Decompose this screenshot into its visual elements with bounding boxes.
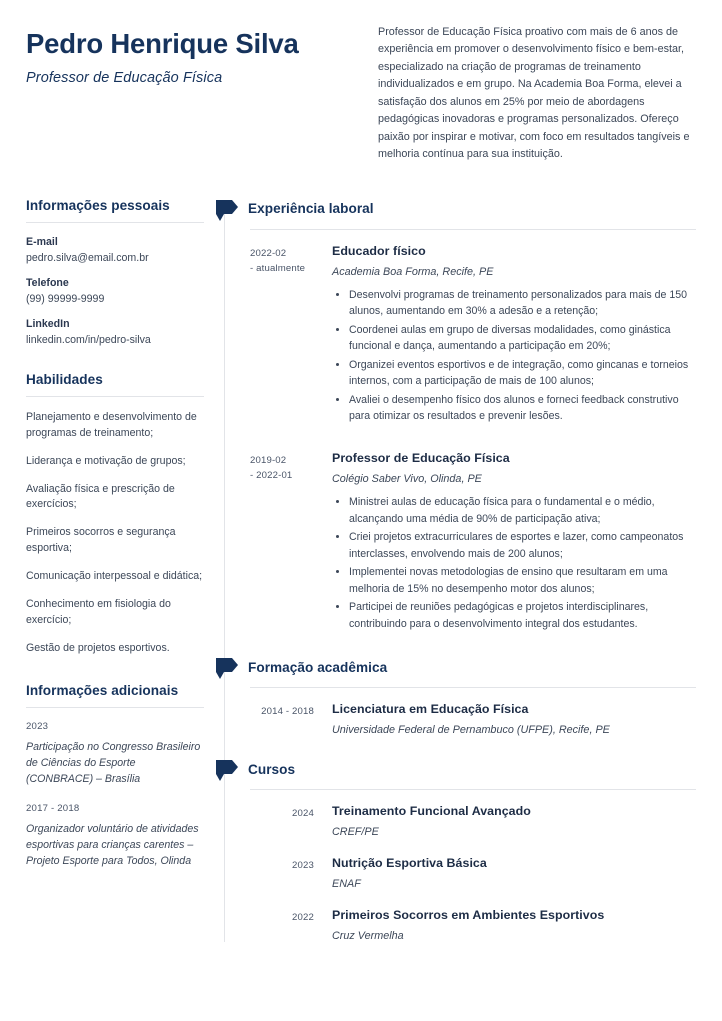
list-item: • Desenvolvi programas de treinamento personalizados para mais de 150 alunos, aumentando em 30% a adesão e a retenção; [349, 287, 696, 320]
entry-bullet-list [332, 494, 696, 632]
entry-body [326, 702, 696, 736]
list-item [26, 803, 204, 869]
entry-date-range [250, 856, 326, 890]
sidebar-section-skills [26, 372, 204, 657]
entry-date-range [250, 908, 326, 942]
entry-date-range [250, 702, 326, 736]
divider [250, 687, 696, 688]
list-item: • Organizei eventos esportivos e de integração, como gincanas e torneios internos, com a participação de mais de 100 alunos; [349, 357, 696, 390]
list-item: • Coordenei aulas em grupo de diversas modalidades, como ginástica funcional e dança, aumentando a participação em 20%; [349, 322, 696, 355]
contact-field-email [26, 236, 204, 264]
date-end: - atualmente [250, 262, 306, 274]
contact-value-email[interactable]: pedro.silva@email.com.br [26, 251, 149, 264]
date-range: 2014 - 2018 [261, 706, 314, 718]
spacer [224, 736, 696, 758]
header-summary [356, 22, 696, 164]
sidebar-heading-personal-info: Informações pessoais [26, 197, 170, 213]
sidebar [26, 198, 224, 942]
job-title: Professor de Educação Física [26, 69, 223, 86]
contact-label: E-mail [26, 235, 58, 248]
section-header-courses [214, 758, 696, 780]
professional-summary: Professor de Educação Física proativo com mais de 6 anos de experiência em promover o desenvolvimento físico e bem-estar, especializado na criação de programas de treinamento individualizados e em grupo. Na Academia Boa Forma, elevei a satisfação dos alunos em 25% por meio de abordagens pedagógicas inovadoras e programas personalizados. Ofereço paixão por inspirar e motivar, com foco em resultados tangíveis e melhoria contínua para sua instituição. [378, 26, 690, 161]
section-title: Cursos [248, 761, 296, 777]
course-entry [224, 856, 696, 890]
list-item: • Criei projetos extracurriculares de esportes e lazer, como campeonatos interclasses, envolvendo mais de 200 alunos; [349, 529, 696, 562]
entry-date-range [250, 451, 326, 634]
contact-field-linkedin [26, 318, 204, 346]
spacer [224, 634, 696, 656]
section-courses [224, 758, 696, 942]
contact-value-phone[interactable]: (99) 99999-9999 [26, 292, 105, 305]
entry-title: Educador físico [332, 243, 426, 258]
course-entry [224, 804, 696, 838]
entry-organization: Universidade Federal de Pernambuco (UFPE), Recife, PE [332, 724, 610, 737]
additional-entry-text: Participação no Congresso Brasileiro de Ciências do Esporte (CONBRACE) – Brasília [26, 740, 201, 785]
list-item: Comunicação interpessoal e didática; [26, 570, 203, 583]
list-item: Planejamento e desenvolvimento de programas de treinamento; [26, 410, 197, 439]
entry-title: Professor de Educação Física [332, 451, 510, 465]
entry-organization: Academia Boa Forma, Recife, PE [332, 265, 494, 278]
section-experience [224, 198, 696, 634]
entry-date-range [250, 244, 326, 427]
entry-title: Nutrição Esportiva Básica [332, 856, 487, 871]
divider [26, 222, 204, 223]
date-start: 2019-02 [250, 455, 287, 466]
flag-marker-icon [214, 656, 240, 678]
education-entry [224, 702, 696, 736]
additional-entry-date: 2023 [26, 720, 49, 732]
entry-title: Treinamento Funcional Avançado [332, 804, 531, 819]
date-year: 2023 [292, 860, 314, 872]
list-item: • Avaliei o desempenho físico dos alunos e forneci feedback construtivo para otimizar os resultados e prevenir lesões. [349, 392, 696, 425]
sidebar-section-personal-info [26, 198, 204, 346]
section-title: Experiência laboral [248, 201, 374, 217]
date-year: 2024 [292, 808, 314, 820]
divider [250, 789, 696, 790]
experience-entry [224, 451, 696, 634]
date-end: - 2022-01 [250, 469, 293, 481]
list-item: Conhecimento em fisiologia do exercício; [26, 598, 171, 626]
list-item [26, 721, 204, 787]
resume-header [0, 0, 722, 164]
list-item: • Ministrei aulas de educação física para o fundamental e o médio, alcançando uma média de 90% de participação ativa; [349, 494, 696, 527]
course-entry [224, 908, 696, 942]
flag-marker-icon [214, 758, 240, 780]
additional-entry-date: 2017 - 2018 [26, 802, 80, 814]
contact-value-linkedin[interactable]: linkedin.com/in/pedro-silva [26, 333, 151, 346]
section-header-experience [214, 198, 696, 220]
entry-body [326, 856, 696, 890]
flag-marker-icon [214, 198, 240, 220]
main-content [224, 198, 696, 942]
date-year: 2022 [292, 912, 314, 924]
list-item: Primeiros socorros e segurança esportiva; [26, 526, 176, 555]
date-start: 2022-02 [250, 247, 287, 259]
entry-body [326, 908, 696, 942]
entry-organization: ENAF [332, 878, 361, 891]
entry-organization: Colégio Saber Vivo, Olinda, PE [332, 473, 482, 485]
section-title: Formação acadêmica [248, 659, 388, 675]
sidebar-heading-skills: Habilidades [26, 371, 103, 387]
section-header-education [214, 656, 696, 678]
list-item: Gestão de projetos esportivos. [26, 641, 170, 654]
entry-body [326, 451, 696, 634]
contact-label: Telefone [26, 276, 69, 289]
divider [26, 707, 204, 708]
section-education [224, 656, 696, 736]
list-item: Liderança e motivação de grupos; [26, 454, 186, 467]
header-identity [26, 22, 356, 164]
entry-title: Primeiros Socorros em Ambientes Esportivos [332, 908, 605, 923]
page-title: Pedro Henrique Silva [26, 28, 299, 59]
list-item: • Participei de reuniões pedagógicas e projetos interdisciplinares, contribuindo para o desenvolvimento integral dos estudantes. [349, 599, 696, 632]
entry-bullet-list [332, 287, 696, 425]
divider [26, 396, 204, 397]
experience-entry [224, 244, 696, 427]
entry-date-range [250, 804, 326, 838]
entry-organization: Cruz Vermelha [332, 930, 404, 943]
entry-organization: CREF/PE [332, 826, 379, 839]
divider [250, 229, 696, 230]
entry-body [326, 804, 696, 838]
sidebar-section-additional-info [26, 683, 204, 870]
contact-label: LinkedIn [26, 317, 70, 330]
additional-entry-text: Organizador voluntário de atividades esportivas para crianças carentes – Projeto Esporte para Todos, Olinda [26, 822, 199, 868]
sidebar-heading-additional-info: Informações adicionais [26, 682, 179, 698]
list-item: Avaliação física e prescrição de exercícios; [26, 482, 175, 511]
spacer [224, 427, 696, 437]
list-item: • Implementei novas metodologias de ensino que resultaram em uma melhoria de 15% no desempenho motor dos alunos; [349, 564, 696, 597]
resume-body [0, 198, 722, 942]
contact-field-phone [26, 277, 204, 305]
entry-title: Licenciatura em Educação Física [332, 702, 529, 717]
entry-body [326, 244, 696, 427]
